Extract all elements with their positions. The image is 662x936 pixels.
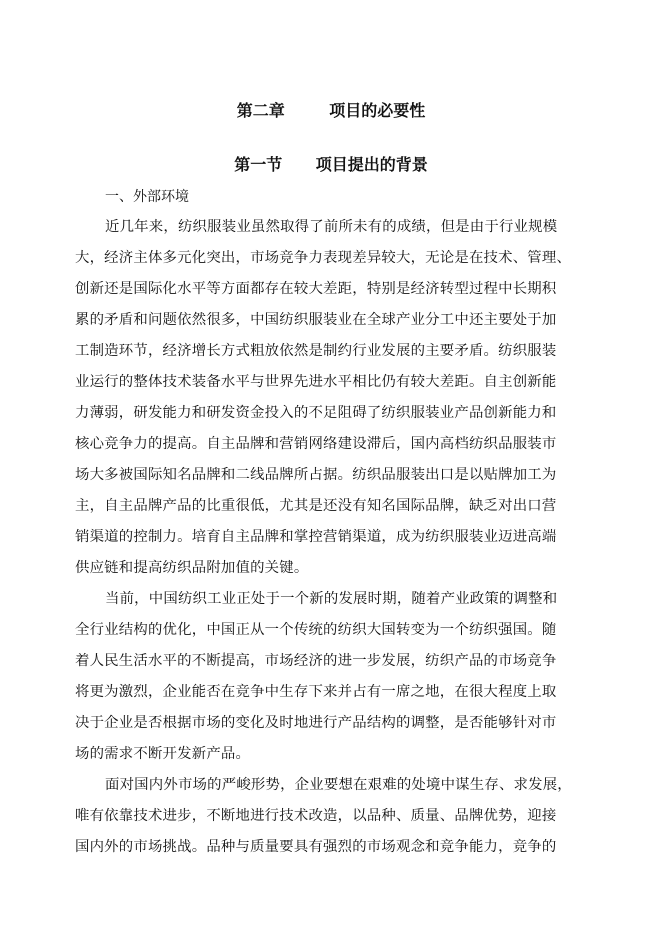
paragraph-line: 当前，中国纺织工业正处于一个新的发展时期，随着产业政策的调整和 xyxy=(105,591,558,607)
subheading-external-environment: 一、外部环境 xyxy=(105,189,189,205)
paragraph-line: 唯有依靠技术进步，不断地进行技术改造，以品种、质量、品牌优势，迎接 xyxy=(75,808,557,824)
paragraph-line: 决于企业是否根据市场的变化及时地进行产品结构的调整，是否能够针对市 xyxy=(75,715,557,731)
paragraph-line: 创新还是国际化水平等方面都存在较大差距，特别是经济转型过程中长期积 xyxy=(75,281,557,297)
paragraph-line: 场大多被国际知名品牌和二线品牌所占据。纺织品服装出口是以贴牌加工为 xyxy=(75,467,557,483)
paragraph-line: 业运行的整体技术装备水平与世界先进水平相比仍有较大差距。自主创新能 xyxy=(75,374,557,390)
chapter-title: 第二章 项目的必要性 xyxy=(236,101,426,120)
paragraph-line: 销渠道的控制力。培育自主品牌和掌控营销渠道，成为纺织服装业迈进高端 xyxy=(75,529,557,545)
paragraph-line: 国内外的市场挑战。品种与质量要具有强烈的市场观念和竞争能力，竞争的 xyxy=(75,839,557,855)
paragraph-line: 将更为激烈，企业能否在竞争中生存下来并占有一席之地，在很大程度上取 xyxy=(75,684,557,700)
paragraph-line: 面对国内外市场的严峻形势，企业要想在艰难的处境中谋生存、求发展， xyxy=(105,777,572,793)
section-title: 第一节 项目提出的背景 xyxy=(234,155,428,174)
paragraph-line: 工制造环节，经济增长方式粗放依然是制约行业发展的主要矛盾。纺织服装 xyxy=(75,343,557,359)
paragraph-line: 近几年来，纺织服装业虽然取得了前所未有的成绩，但是由于行业规模 xyxy=(105,219,558,235)
paragraph-line: 着人民生活水平的不断提高，市场经济的进一步发展，纺织产品的市场竞争 xyxy=(75,653,557,669)
paragraph-line: 核心竞争力的提高。自主品牌和营销网络建设滞后，国内高档纺织品服装市 xyxy=(75,436,557,452)
paragraph-line: 累的矛盾和问题依然很多，中国纺织服装业在全球产业分工中还主要处于加 xyxy=(75,312,557,328)
paragraph-line: 大，经济主体多元化突出，市场竞争力表现差异较大，无论是在技术、管理、 xyxy=(75,250,572,266)
paragraph-line: 全行业结构的优化，中国正从一个传统的纺织大国转变为一个纺织强国。随 xyxy=(75,622,557,638)
paragraph-line: 场的需求不断开发新产品。 xyxy=(75,746,251,762)
paragraph-line: 供应链和提高纺织品附加值的关键。 xyxy=(75,560,309,576)
paragraph-line: 主，自主品牌产品的比重很低，尤其是还没有知名国际品牌，缺乏对出口营 xyxy=(75,498,557,514)
paragraph-line: 力薄弱，研发能力和研发资金投入的不足阻碍了纺织服装业产品创新能力和 xyxy=(75,405,557,421)
